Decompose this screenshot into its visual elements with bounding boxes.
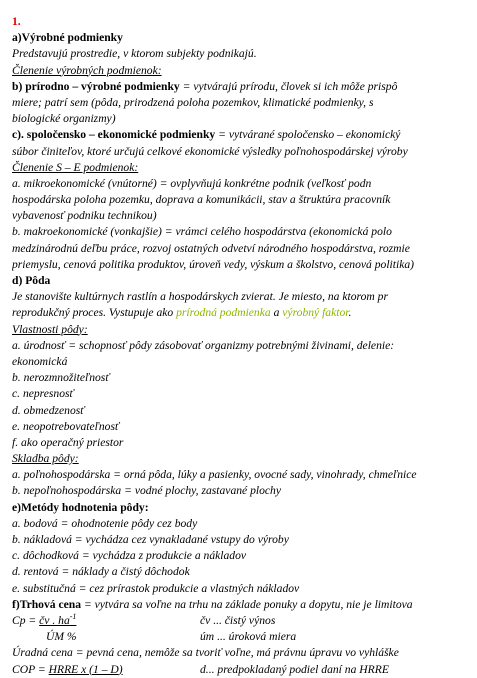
soil-property-f: f. ako operačný priestor (12, 435, 124, 449)
formula-cop-expression: HRRE x (1 – D) (48, 662, 123, 676)
section-a-definition: Predstavujú prostredie, v ktorom subjekty podnikajú. (12, 47, 257, 61)
macro-line-1: b. makroekonomické (vonkajšie) = vrámci celého hospodárstva (ekonomická polo (12, 225, 392, 239)
natural-conditions-line-1: b) prírodno – výrobné podmienky = vytvárajú prírodu, človek si ich môže prispô (12, 79, 398, 93)
soil-property-d: d. obmedzenosť (12, 403, 85, 417)
market-price-line: f)Trhová cena = vytvára sa voľne na trhu na základe ponuky a dopytu, nie je limitova (12, 597, 413, 611)
se-subheading: Členenie S – E podmienok: (12, 160, 139, 174)
document-page (12, 14, 477, 678)
section-e-title: e)Metódy hodnotenia pôdy: (12, 500, 149, 514)
soil-composition-heading: Skladba pôdy: (12, 452, 79, 466)
natural-condition-highlight: prírodná podmienka (176, 306, 271, 320)
section-f-title: f)Trhová cena (12, 597, 82, 611)
method-b: b. nákladová = vychádza cez vynakladané vstupy do výroby (12, 533, 289, 546)
soil-properties-heading: Vlastnosti pôdy: (12, 322, 88, 336)
soil-property-e: e. neopotrebovateľnosť (12, 419, 120, 433)
method-d: d. rentová = náklady a čistý dôchodok (12, 565, 190, 579)
formula-cop-line: COP = HRRE x (1 – D) d... predpokladaný podiel daní na HRRE (12, 662, 389, 676)
natural-conditions-line-3: biologické organizmy) (12, 112, 116, 126)
soil-property-a-line-2: ekonomická (12, 354, 68, 368)
section-d-title: d) Pôda (12, 274, 51, 287)
soil-intro-line-1: Je stanovište kultúrnych rastlín a hospodárskych zvierat. Je miesto, na ktorom pr (12, 290, 388, 304)
socioeconomic-conditions-line-1: c). spoločensko – ekonomické podmienky = vytvárané spoločensko – ekonomický (12, 128, 401, 142)
soil-intro-line-2: reprodukčný proces. Vystupuje ako prírodná podmienka a výrobný faktor. (12, 306, 352, 320)
formula-um-line (12, 629, 477, 645)
micro-line-3: vybavenosť podniku technikou) (12, 209, 157, 223)
soil-composition-b: b. nepoľnohospodárska = vodné plochy, zastavané plochy (12, 484, 281, 498)
heading-number: 1. (12, 15, 21, 28)
formula-cop-note: d... predpokladaný podiel daní na HRRE (200, 662, 389, 676)
formula-cp-line: Cp = čv . $ha^{-1}$ čv ... čistý výnos (12, 612, 276, 627)
method-c: c. dôchodková = vychádza z produkcie a nákladov (12, 549, 247, 563)
formula-cp-numerator: čv . $ha^{-1}$ (39, 612, 77, 627)
socioeconomic-conditions-label: c). spoločensko – ekonomické podmienky (12, 128, 216, 142)
micro-line-2: hospodárska poloha pozemku, doprava a komunikácii, stav a štruktúra pracovník (12, 193, 391, 207)
soil-property-a-line-1: a. úrodnosť = schopnosť pôdy zásobovať organizmy potrebnými živinami, delenie: (12, 338, 395, 352)
soil-composition-a: a. poľnohospodárska = orná pôda, lúky a pasienky, ovocné sady, vinohrady, chmeľnice (12, 468, 417, 482)
formula-cv-note: čv ... čistý výnos (200, 613, 276, 627)
production-factor-highlight: výrobný faktor (282, 306, 349, 320)
micro-line-1: a. mikroekonomické (vnútorné) = ovplyvňujú konkrétne podnik (veľkosť podn (12, 176, 372, 190)
soil-property-b: b. nerozmnožiteľnosť (12, 371, 110, 385)
natural-conditions-label: b) prírodno – výrobné podmienky (12, 79, 180, 93)
official-price-line: Úradná cena = pevná cena, nemôže sa tvoriť voľne, má právnu úpravu vo vyhláške (12, 646, 399, 660)
formula-um-note: úm ... úroková miera (200, 630, 297, 644)
section-a-title: a)Výrobné podmienky (12, 31, 123, 45)
section-a-subheading: Členenie výrobných podmienok: (12, 63, 162, 77)
method-a: a. bodová = ohodnotenie pôdy cez body (12, 516, 198, 530)
soil-property-c: c. nepresnosť (12, 387, 74, 401)
method-e: e. substitučná = cez prírastok produkcie a vlastných nákladov (12, 581, 300, 595)
formula-denominator: ÚM % (46, 630, 77, 644)
natural-conditions-line-2: miere; patrí sem (pôda, prirodzená poloha pozemkov, klimatické podmienky, s (12, 95, 374, 109)
macro-line-2: medzinárodnú deľbu práce, rozvoj ostatných odvetví národného hospodárstva, rozmie (12, 241, 410, 255)
macro-line-3: priemyslu, cenová politika produktov, úroveň vedy, výskum a školstvo, cenová politika) (12, 257, 415, 271)
socioeconomic-conditions-line-2: súbor činiteľov, ktoré určujú celkové ekonomické výsledky poľnohospodárskej výroby (12, 144, 408, 158)
